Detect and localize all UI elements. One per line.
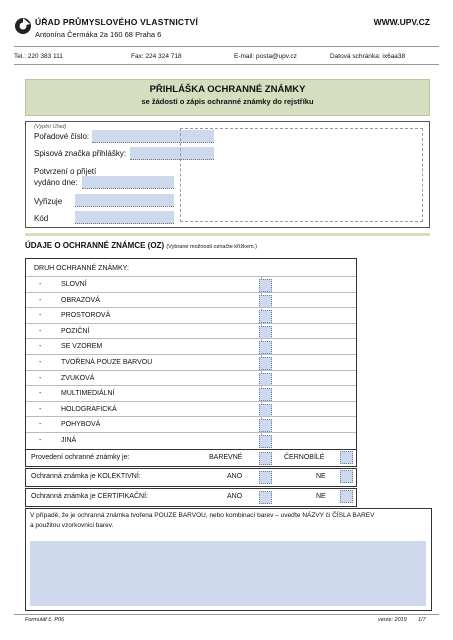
type-dash: - xyxy=(39,390,42,398)
handles-label: Vyřizuje xyxy=(34,197,63,206)
office-note: (Vyplní Úřad) xyxy=(34,124,67,130)
type-checkbox[interactable] xyxy=(259,326,272,339)
email: E-mail: posta@upv.cz xyxy=(234,53,297,60)
type-label: DRUH OCHRANNÉ ZNÁMKY: xyxy=(34,265,129,272)
design-row xyxy=(25,449,357,467)
type-dash: - xyxy=(39,359,42,366)
org-name: ÚŘAD PRŮMYSLOVÉHO VLASTNICTVÍ xyxy=(35,17,199,27)
fax: Fax: 224 324 718 xyxy=(131,53,182,60)
form-title: PŘIHLÁŠKA OCHRANNÉ ZNÁMKY xyxy=(149,84,306,95)
type-dash: - xyxy=(39,437,42,444)
type-checkbox[interactable] xyxy=(259,310,272,323)
receipt-label-2: vydáno dne: xyxy=(34,178,78,187)
design-label: Provedení ochranné známky je: xyxy=(31,454,130,461)
type-row xyxy=(26,338,356,355)
type-label-item: TVOŘENÁ POUZE BARVOU xyxy=(61,359,153,366)
contact-divider xyxy=(14,64,439,65)
type-row xyxy=(26,432,356,449)
type-label-item: SE VZOREM xyxy=(61,343,103,351)
color-option-label: BAREVNÉ xyxy=(209,454,243,461)
collective-yes-checkbox[interactable] xyxy=(259,471,272,484)
type-row xyxy=(26,323,356,340)
footer-divider xyxy=(14,614,439,615)
type-checkbox[interactable] xyxy=(259,435,272,448)
type-label-item: HOLOGRAFICKÁ xyxy=(61,405,117,413)
type-row xyxy=(26,370,356,387)
bw-checkbox[interactable] xyxy=(340,451,353,464)
certification-yes-checkbox[interactable] xyxy=(259,491,272,504)
bw-option-label: ČERNOBÍLÉ xyxy=(284,454,325,461)
color-note-input[interactable] xyxy=(30,541,426,606)
trademark-type-table xyxy=(25,258,357,450)
type-checkbox[interactable] xyxy=(259,295,272,308)
type-label-item: ZVUKOVÁ xyxy=(61,374,95,382)
color-note-line1: V případě, že je ochranná známka tvořena POUZE BARVOU, nebo kombinací barev – uveďte NÁZVY či ČÍSLA BAREV xyxy=(30,512,375,519)
type-dash: - xyxy=(39,343,42,351)
section-hint: (Vybrané možnosti označte křížkem.) xyxy=(166,244,257,250)
color-note-box xyxy=(25,508,432,611)
form-number: Formulář č. P06 xyxy=(25,617,65,623)
collective-yes-label: ANO xyxy=(227,473,243,480)
type-row xyxy=(26,354,356,371)
type-row xyxy=(26,292,356,309)
section-title: ÚDAJE O OCHRANNÉ ZNÁMCE (OZ) (Vybrané možnosti označte křížkem.) xyxy=(25,241,257,250)
type-dash: - xyxy=(39,327,42,335)
type-checkbox[interactable] xyxy=(259,419,272,432)
website-link[interactable]: WWW.UPV.CZ xyxy=(373,17,430,27)
certification-row xyxy=(25,488,357,507)
type-checkbox[interactable] xyxy=(259,373,272,386)
handles-field[interactable] xyxy=(75,194,174,207)
stamp-area xyxy=(180,128,423,222)
receipt-date-field[interactable] xyxy=(82,176,174,189)
type-label-item: POZIČNÍ xyxy=(61,327,90,335)
type-label-item: OBRAZOVÁ xyxy=(61,296,100,304)
type-label-item: SLOVNÍ xyxy=(61,281,87,288)
type-row xyxy=(26,307,356,324)
page-number: 1/7 xyxy=(418,617,426,623)
type-checkbox[interactable] xyxy=(259,388,272,401)
databox: Datová schránka: ix6aa38 xyxy=(330,53,406,60)
form-subtitle: se žádostí o zápis ochranné známky do rejstříku xyxy=(141,97,314,106)
type-row xyxy=(26,416,356,433)
type-row xyxy=(26,385,356,402)
type-label-item: JINÁ xyxy=(61,437,77,444)
type-dash: - xyxy=(39,296,42,304)
file-no-label: Spisová značka přihlášky: xyxy=(34,149,127,158)
certification-yes-label: ANO xyxy=(227,493,243,500)
collective-row xyxy=(25,468,357,487)
type-checkbox[interactable] xyxy=(259,279,272,292)
certification-no-label: NE xyxy=(316,493,326,500)
form-version: verze: 2019 xyxy=(378,617,407,623)
type-dash: - xyxy=(39,312,42,320)
tel: Tel.: 220 383 111 xyxy=(14,53,63,60)
type-checkbox[interactable] xyxy=(259,341,272,354)
certification-label: Ochranná známka je CERTIFIKAČNÍ: xyxy=(31,493,148,500)
type-checkbox[interactable] xyxy=(259,357,272,370)
collective-label: Ochranná známka je KOLEKTIVNÍ: xyxy=(31,473,141,480)
collective-no-label: NE xyxy=(316,473,326,480)
type-row xyxy=(26,276,356,293)
header-divider xyxy=(14,46,439,47)
type-dash: - xyxy=(39,281,42,288)
type-dash: - xyxy=(39,374,42,382)
section-divider xyxy=(25,233,430,236)
color-checkbox[interactable] xyxy=(259,452,272,465)
type-dash: - xyxy=(39,421,42,429)
color-note-line2: a použitou vzorkovnici barev. xyxy=(30,522,114,529)
code-label: Kód xyxy=(34,214,49,223)
type-label-item: MULTIMEDIÁLNÍ xyxy=(61,390,115,398)
order-no-label: Pořadové číslo: xyxy=(34,132,90,141)
receipt-label-1: Potvrzení o přijetí xyxy=(34,167,97,176)
type-checkbox[interactable] xyxy=(259,404,272,417)
type-label-item: PROSTOROVÁ xyxy=(61,312,111,320)
upv-logo-icon xyxy=(14,15,32,37)
certification-no-checkbox[interactable] xyxy=(340,490,353,503)
type-row xyxy=(26,401,356,418)
type-label-item: POHYBOVÁ xyxy=(61,421,101,429)
collective-no-checkbox[interactable] xyxy=(340,470,353,483)
type-dash: - xyxy=(39,405,42,413)
code-field[interactable] xyxy=(75,211,174,224)
org-address: Antonína Čermáka 2a 160 68 Praha 6 xyxy=(35,30,162,39)
